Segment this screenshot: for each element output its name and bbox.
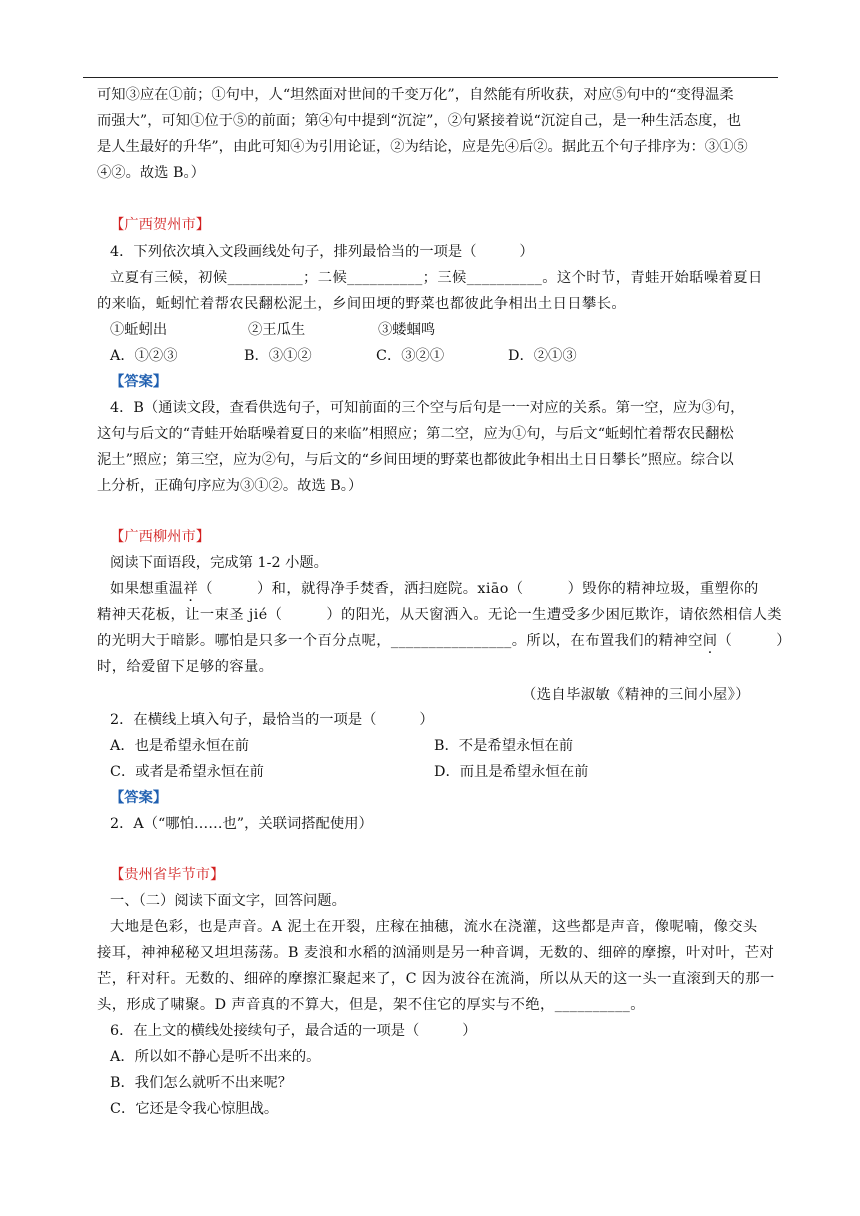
option-b: B．我们怎么就听不出来呢？ bbox=[110, 1075, 293, 1091]
option-a: A．也是希望永恒在前 bbox=[110, 738, 249, 754]
question-text: 6．在上文的横线处接续句子，最合适的一项是（ ） bbox=[110, 1023, 477, 1039]
text-line: 而强大”，可知①位于⑤的前面；第④句中提到“沉淀”，②句紧接着说“沉淀自己，是一种生活态度，也 bbox=[97, 113, 741, 129]
answer-line: 4．B（通读文段，查看供选句子，可知前面的三个空与后句是一一对应的关系。第一空，应为③句， bbox=[110, 400, 745, 416]
option-d: D．②①③ bbox=[508, 348, 577, 364]
passage-line: 的来临，蚯蚓忙着帮农民翻松泥土，乡间田埂的野菜也都彼此争相出土日日攀长。 bbox=[97, 296, 627, 312]
option-c: C．或者是希望永恒在前 bbox=[110, 764, 264, 780]
question-text: 2．在横线上填入句子，最恰当的一项是（ ） bbox=[110, 712, 434, 728]
source-citation: （选自毕淑敏《精神的三间小屋》） bbox=[522, 687, 750, 703]
passage-line: 头，形成了啸聚。D 声音真的不算大，但是，架不住它的厚实与不绝，__________。 bbox=[97, 997, 645, 1013]
passage-line: 如果想重温祥（ ）和，就得净手焚香，洒扫庭院。xiāo（ ）毁你的精神垃圾，重塑你的 bbox=[110, 581, 759, 597]
passage-line: 的光明大于暗影。哪怕是只多一个百分点呢，________________。所以，在布置我们的精神空间（ ） bbox=[97, 633, 791, 649]
dotted-char: 祥 bbox=[183, 581, 199, 597]
region-heading-liuzhou: 【广西柳州市】 bbox=[110, 529, 211, 545]
sentence-item: ①蚯蚓出 bbox=[110, 322, 168, 338]
text-line: 可知③应在①前；①句中，人“坦然面对世间的千变万化”，自然能有所收获，对应⑤句中的“变得温柔 bbox=[97, 87, 734, 103]
question-text: 4．下列依次填入文段画线处句子，排列最恰当的一项是（ ） bbox=[110, 244, 534, 260]
option-d: D．而且是希望永恒在前 bbox=[434, 764, 589, 780]
option-a: A．所以如不静心是听不出来的。 bbox=[110, 1049, 321, 1065]
passage-line: 大地是色彩，也是声音。A 泥土在开裂，庄稼在抽穗，流水在浇灌，这些都是声音，像呢喃，像交头 bbox=[110, 919, 758, 935]
passage-line: 立夏有三候，初候__________；二候__________；三候__________。这个时节，青蛙开始聒噪着夏日 bbox=[110, 270, 763, 286]
sentence-item: ③蝼蝈鸣 bbox=[378, 322, 436, 338]
header-rule bbox=[83, 77, 778, 78]
option-b: B．不是希望永恒在前 bbox=[434, 738, 574, 754]
answer-line: 这句与后文的“青蛙开始聒噪着夏日的来临”相照应；第二空，应为①句，与后文“蚯蚓忙着帮农民翻松 bbox=[97, 426, 734, 442]
answer-line: 2．A（“哪怕……也”，关联词搭配使用） bbox=[110, 816, 373, 832]
reading-intro: 阅读下面语段，完成第 1-2 小题。 bbox=[110, 555, 328, 571]
passage-line: 接耳，神神秘秘又坦坦荡荡。B 麦浪和水稻的汹涌则是另一种音调，无数的、细碎的摩擦，叶对叶，芒对 bbox=[97, 945, 775, 961]
text-line: 是人生最好的升华”，由此可知④为引用论证，②为结论，应是先④后②。据此五个句子排序为：③①⑤ bbox=[97, 139, 748, 155]
option-c: C．③②① bbox=[376, 348, 445, 364]
region-heading-bijie: 【贵州省毕节市】 bbox=[110, 867, 225, 883]
reading-intro: 一、（二）阅读下面文字，回答问题。 bbox=[110, 893, 346, 909]
passage-line: 芒，秆对秆。无数的、细碎的摩擦汇聚起来了，C 因为波谷在流淌，所以从天的这一头一直滚到天的那一 bbox=[97, 971, 775, 987]
answer-label: 【答案】 bbox=[110, 790, 168, 806]
dotted-char: 间 bbox=[702, 633, 718, 649]
option-a: A．①②③ bbox=[110, 348, 178, 364]
answer-label: 【答案】 bbox=[110, 374, 168, 390]
text-line: ④②。故选 B。） bbox=[97, 165, 205, 181]
passage-line: 精神天花板，让一束圣 jié（ ）的阳光，从天窗洒入。无论一生遭受多少困厄欺诈，请依然相信人类 bbox=[97, 607, 782, 623]
sentence-item: ②王瓜生 bbox=[248, 322, 306, 338]
passage-line: 时，给爱留下足够的容量。 bbox=[97, 659, 274, 675]
answer-line: 泥土”照应；第三空，应为②句，与后文的“乡间田埂的野菜也都彼此争相出土日日攀长”照应。综合以 bbox=[97, 452, 734, 468]
region-heading-hezhou: 【广西贺州市】 bbox=[110, 217, 211, 233]
option-c: C．它还是令我心惊胆战。 bbox=[110, 1101, 279, 1117]
answer-line: 上分析，正确句序应为③①②。故选 B。） bbox=[97, 478, 363, 494]
option-b: B．③①② bbox=[244, 348, 312, 364]
